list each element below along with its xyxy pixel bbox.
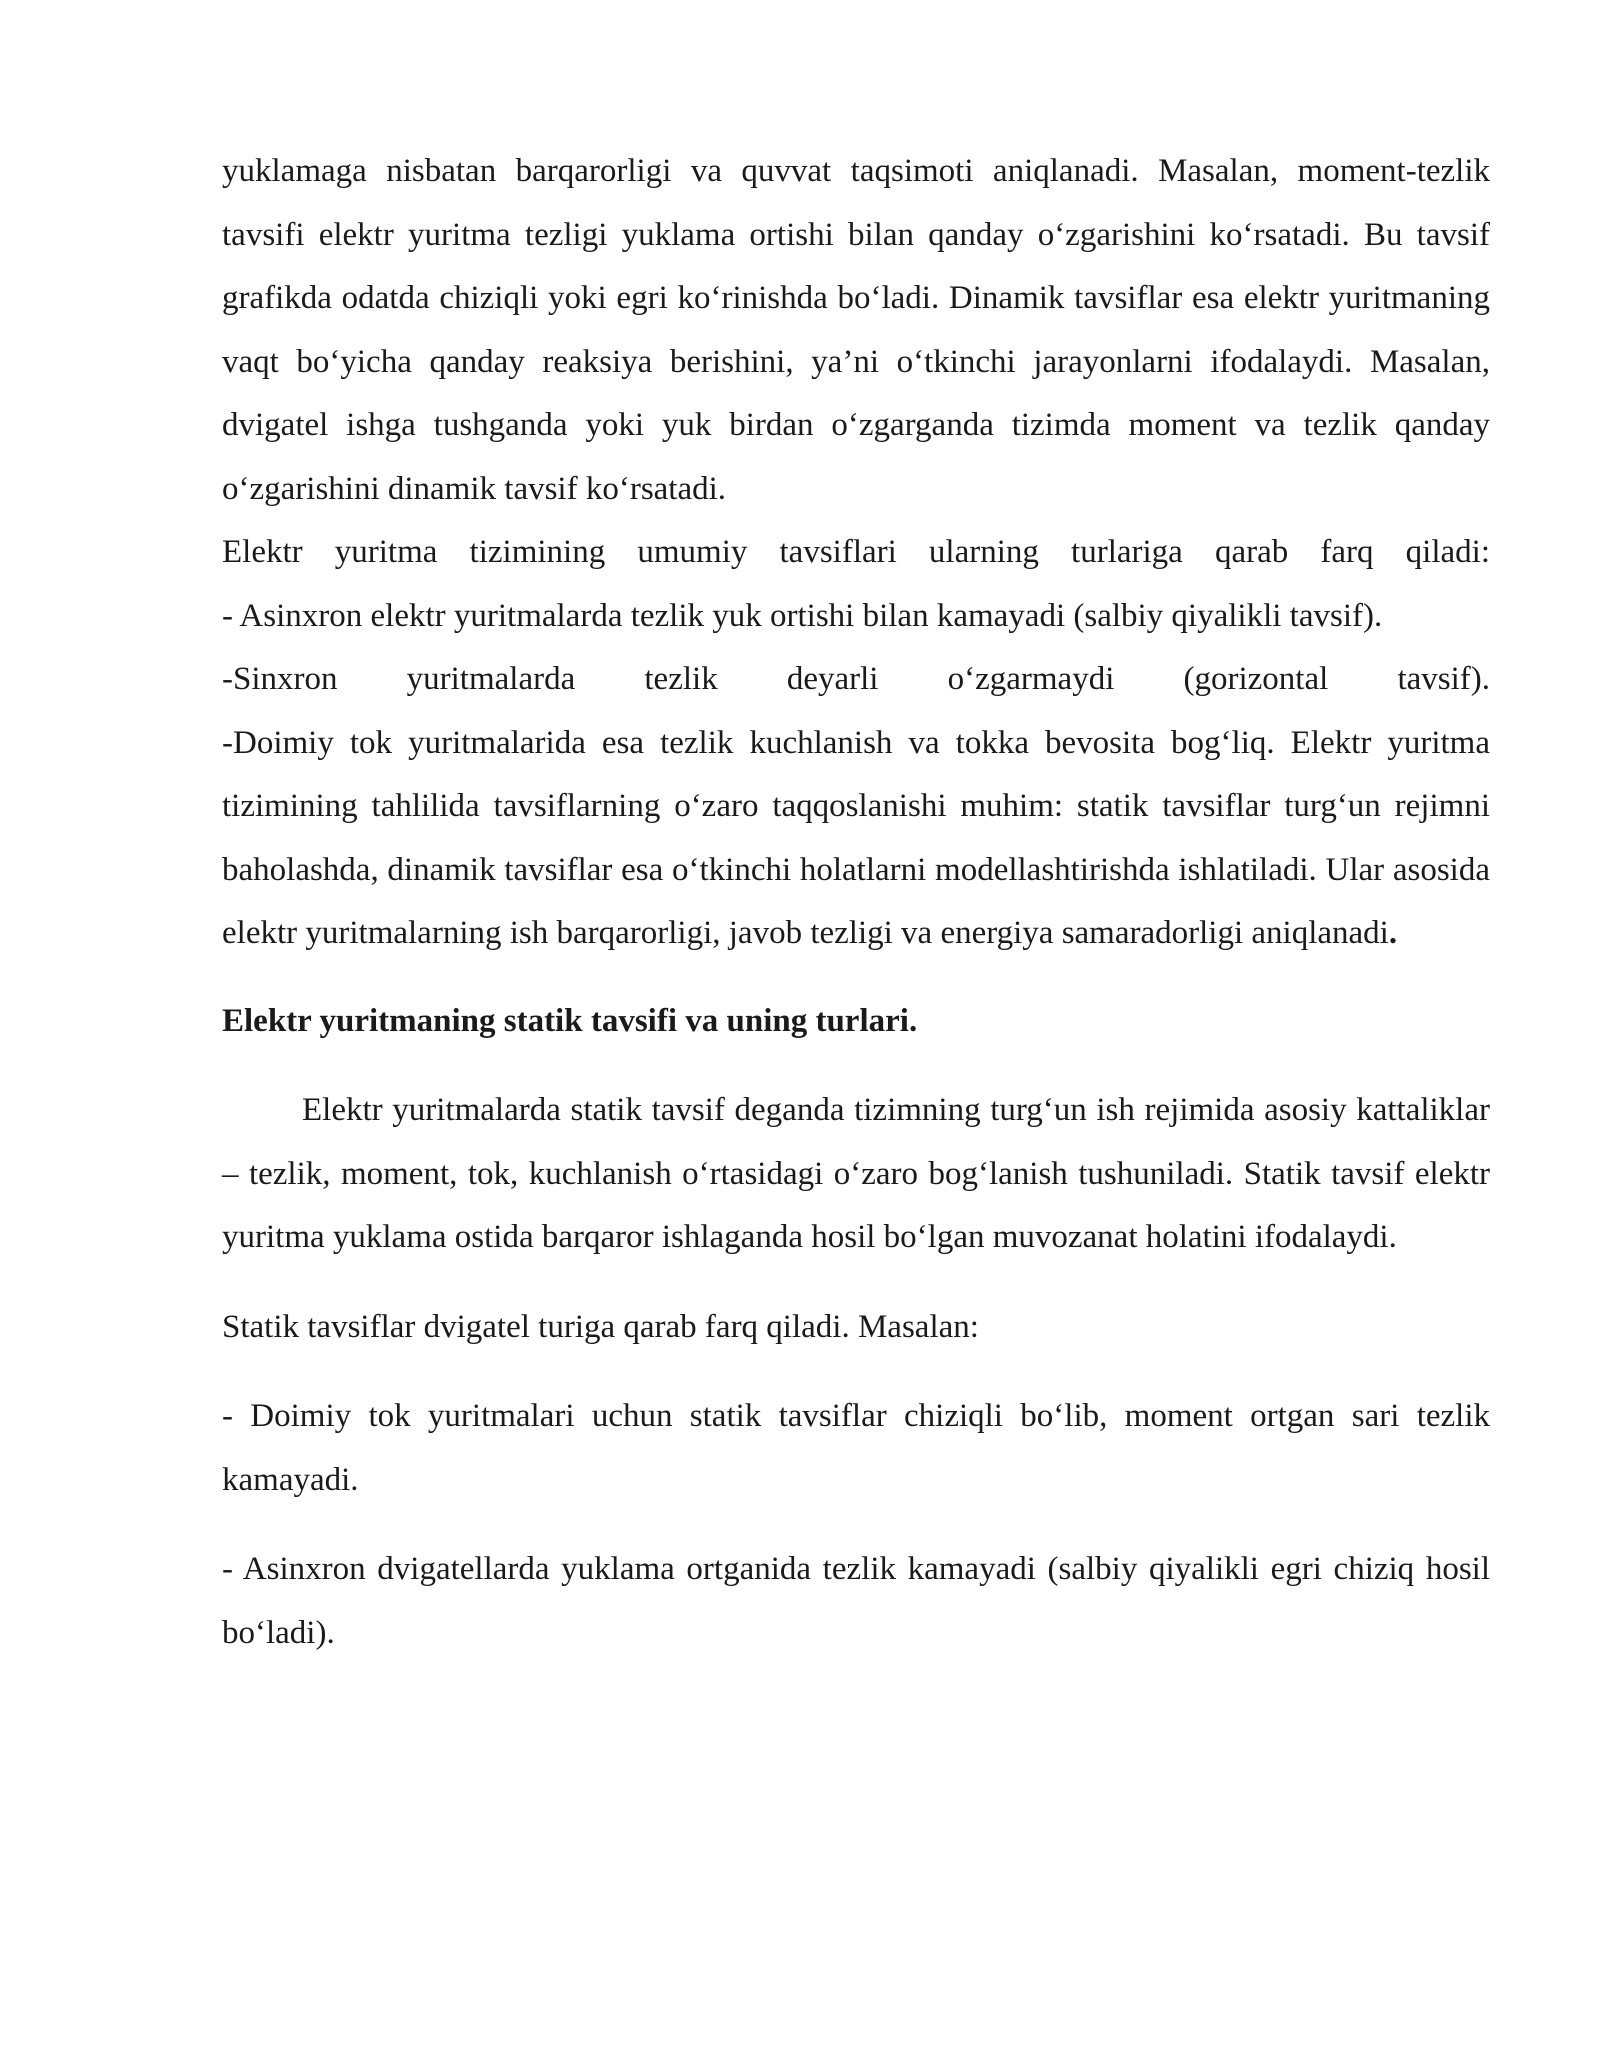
list-item-sync: -Sinxron yuritmalarda tezlik deyarli o‘zgarmaydi (gorizontal tavsif). <box>222 661 1490 697</box>
intro-paragraph: yuklamaga nisbatan barqarorligi va quvvat taqsimoti aniqlanadi. Masalan, moment-tezlik tavsifi elektr yuritma tezligi yuklama ortishi bilan qanday o‘zgarishini ko‘rsatadi. Bu tavsif grafikda odatda chiziqli yoki egri ko‘rinishda bo‘ladi. Dinamik tavsiflar esa elektr yuritmaning vaqt bo‘yicha qanday reaksiya berishini, ya’ni o‘tkinchi jarayonlarni ifodalaydi. Masalan, dvigatel ishga tushganda yoki yuk birdan o‘zgarganda tizimda moment va tezlik qanday o‘zgarishini dinamik tavsif ko‘rsatadi. <box>222 153 1490 507</box>
dc-comparison-text: -Doimiy tok yuritmalarida esa tezlik kuchlanish va tokka bevosita bog‘liq. Elektr yuritma tizimining tahlilida tavsiflarning o‘zaro taqqoslanishi muhim: statik tavsiflar turg‘un rejimni baholashda, dinamik tavsiflar esa o‘tkinchi holatlarni modellashtirishda ishlatiladi. Ular asosida elektr yuritmalarning ish barqarorligi, javob tezligi va energiya samaradorligi aniqlanadi <box>222 724 1490 951</box>
list-item-async: - Asinxron elektr yuritmalarda tezlik yuk ortishi bilan kamayadi (salbiy qiyalikli tavsif). <box>222 597 1383 634</box>
dc-comparison-end-mark: . <box>1388 915 1398 951</box>
section-heading: Elektr yuritmaning statik tavsifi va uning turlari. <box>222 1002 918 1039</box>
static-list-item-async: - Asinxron dvigatellarda yuklama ortganida tezlik kamayadi (salbiy qiyalikli egri chiziq hosil bo‘ladi). <box>222 1551 1490 1651</box>
static-types-intro-paragraph: Statik tavsiflar dvigatel turiga qarab farq qiladi. Masalan: <box>222 1308 979 1345</box>
list-item-dc-and-comparison <box>222 712 1490 966</box>
document-body <box>222 140 1490 1665</box>
types-intro-paragraph: Elektr yuritma tizimining umumiy tavsiflari ularning turlariga qarab farq qiladi: <box>222 534 1490 570</box>
static-definition-paragraph: Elektr yuritmalarda statik tavsif deganda tizimning turg‘un ish rejimida asosiy kattaliklar – tezlik, moment, tok, kuchlanish o‘rtasidagi o‘zaro bog‘lanish tushuniladi. Statik tavsif elektr yuritma yuklama ostida barqaror ishlaganda hosil bo‘lgan muvozanat holatini ifodalaydi. <box>222 1092 1490 1255</box>
static-list-item-dc: - Doimiy tok yuritmalari uchun statik tavsiflar chiziqli bo‘lib, moment ortgan sari tezlik kamayadi. <box>222 1398 1490 1498</box>
